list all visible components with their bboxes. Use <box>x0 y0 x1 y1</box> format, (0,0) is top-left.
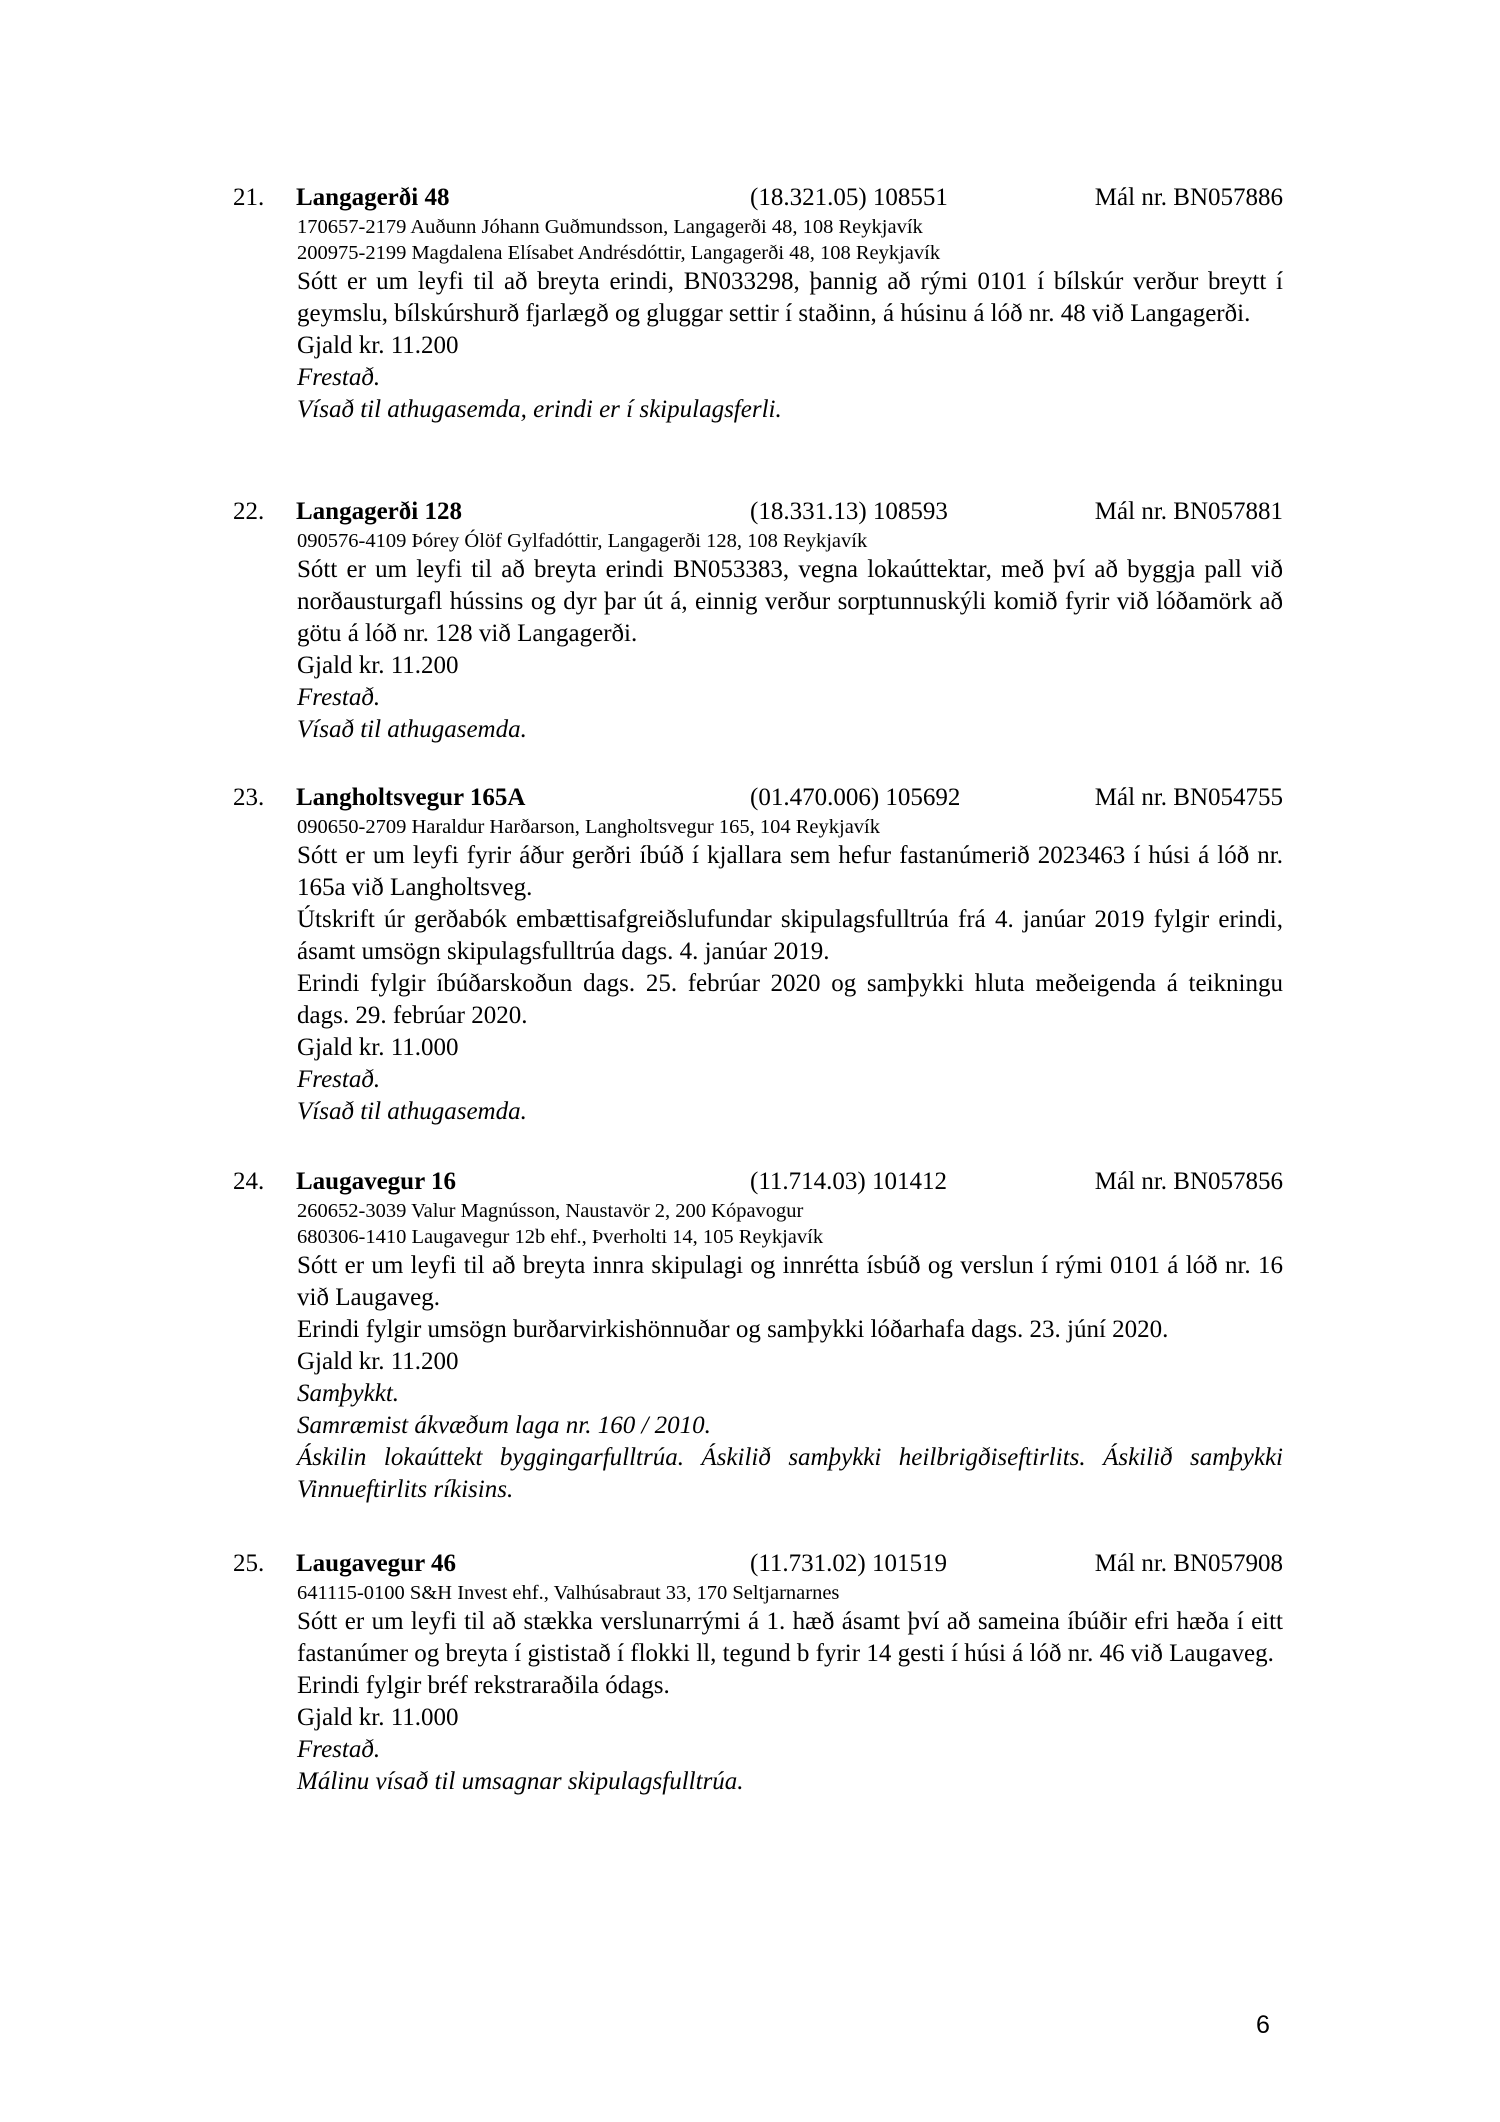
applicant-line: 200975-2199 Magdalena Elísabet Andrésdóttir, Langagerði 48, 108 Reykjavík <box>297 242 941 264</box>
description-paragraph: Sótt er um leyfi til að stækka verslunarrými á 1. hæð ásamt því að sameina íbúðir efri hæða í eitt fastanúmer og breyta í gististað í flokki ll, tegund b fyrir 14 gesti í húsi á lóð nr. 46 við Laugaveg. <box>297 1608 1283 1667</box>
entry-address: Laugavegur 16 <box>296 1168 456 1195</box>
entry-header <box>233 1166 1283 1198</box>
entry-number: 23. <box>233 784 265 811</box>
description-paragraph: Sótt er um leyfi til að breyta erindi, BN033298, þannig að rými 0101 í bílskúr verður breytt í geymslu, bílskúrshurð fjarlægð og gluggar settir í staðinn, á húsinu á lóð nr. 48 við Langagerði. <box>297 268 1283 327</box>
entry-number: 22. <box>233 498 265 525</box>
decision-line: Frestað. <box>297 1736 381 1763</box>
entry-header <box>233 182 1283 214</box>
entry-plot-id: (11.714.03) 101412 <box>750 1168 947 1195</box>
fee-line: Gjald kr. 11.200 <box>297 332 459 359</box>
entry-plot-id: (01.470.006) 105692 <box>750 784 961 811</box>
description-paragraph: Erindi fylgir bréf rekstraraðila ódags. <box>297 1672 670 1699</box>
case-entry <box>233 782 1283 1128</box>
decision-line: Samþykkt. <box>297 1380 400 1407</box>
description-paragraph: Sótt er um leyfi til að breyta erindi BN053383, vegna lokaúttektar, með því að byggja pall við norðausturgafl hússins og dyr þar út á, einnig verður sorptunnuskýli komið fyrir við lóðamörk að götu á lóð nr. 128 við Langagerði. <box>297 556 1283 647</box>
entry-header <box>233 1548 1283 1580</box>
case-entry <box>233 1548 1283 1798</box>
entry-body <box>297 214 1283 426</box>
note-line: Málinu vísað til umsagnar skipulagsfulltrúa. <box>297 1768 744 1795</box>
entry-case-number: Mál nr. BN057881 <box>1094 498 1283 525</box>
entry-body <box>297 1198 1283 1506</box>
entry-number: 24. <box>233 1168 265 1195</box>
applicant-line: 260652-3039 Valur Magnússon, Naustavör 2, 200 Kópavogur <box>297 1200 804 1222</box>
entry-case-number: Mál nr. BN057856 <box>1094 1168 1283 1195</box>
decision-line: Frestað. <box>297 684 381 711</box>
entry-plot-id: (18.321.05) 108551 <box>750 184 948 211</box>
applicant-line: 680306-1410 Laugavegur 12b ehf., Þverholti 14, 105 Reykjavík <box>297 1226 824 1248</box>
case-entry <box>233 1166 1283 1506</box>
entry-plot-id: (11.731.02) 101519 <box>750 1550 947 1577</box>
entry-case-number: Mál nr. BN054755 <box>1094 784 1283 811</box>
entry-case-number: Mál nr. BN057908 <box>1094 1550 1283 1577</box>
decision-line: Frestað. <box>297 364 381 391</box>
entry-body <box>297 814 1283 1128</box>
entry-body <box>297 528 1283 746</box>
entry-case-number: Mál nr. BN057886 <box>1094 184 1283 211</box>
entry-number: 25. <box>233 1550 265 1577</box>
fee-line: Gjald kr. 11.000 <box>297 1704 459 1731</box>
note-line: Áskilin lokaúttekt byggingarfulltrúa. Áskilið samþykki heilbrigðiseftirlits. Áskilið samþykki Vinnueftirlits ríkisins. <box>297 1444 1283 1503</box>
case-entry <box>233 182 1283 426</box>
fee-line: Gjald kr. 11.200 <box>297 1348 459 1375</box>
applicant-line: 641115-0100 S&H Invest ehf., Valhúsabraut 33, 170 Seltjarnarnes <box>297 1582 840 1604</box>
description-paragraph: Sótt er um leyfi til að breyta innra skipulagi og innrétta ísbúð og verslun í rými 0101 á lóð nr. 16 við Laugaveg. <box>297 1252 1283 1311</box>
applicant-line: 090650-2709 Haraldur Harðarson, Langholtsvegur 165, 104 Reykjavík <box>297 816 880 838</box>
entry-number: 21. <box>233 184 265 211</box>
decision-line: Frestað. <box>297 1066 381 1093</box>
entry-plot-id: (18.331.13) 108593 <box>750 498 948 525</box>
applicant-line: 170657-2179 Auðunn Jóhann Guðmundsson, Langagerði 48, 108 Reykjavík <box>297 216 923 238</box>
entry-header <box>233 782 1283 814</box>
note-line: Vísað til athugasemda, erindi er í skipulagsferli. <box>297 396 782 423</box>
note-line: Vísað til athugasemda. <box>297 716 527 743</box>
entry-body <box>297 1580 1283 1798</box>
entry-address: Laugavegur 46 <box>296 1550 456 1577</box>
entry-address: Langagerði 48 <box>296 184 450 211</box>
case-entry <box>233 496 1283 746</box>
description-paragraph: Útskrift úr gerðabók embættisafgreiðslufundar skipulagsfulltrúa frá 4. janúar 2019 fylgir erindi, ásamt umsögn skipulagsfulltrúa dags. 4. janúar 2019. <box>297 906 1283 965</box>
description-paragraph: Sótt er um leyfi fyrir áður gerðri íbúð í kjallara sem hefur fastanúmerið 2023463 í húsi á lóð nr. 165a við Langholtsveg. <box>297 842 1283 901</box>
applicant-line: 090576-4109 Þórey Ólöf Gylfadóttir, Langagerði 128, 108 Reykjavík <box>297 530 868 552</box>
entry-address: Langholtsvegur 165A <box>296 784 526 811</box>
entry-address: Langagerði 128 <box>296 498 462 525</box>
description-paragraph: Erindi fylgir umsögn burðarvirkishönnuðar og samþykki lóðarhafa dags. 23. júní 2020. <box>297 1316 1169 1343</box>
fee-line: Gjald kr. 11.200 <box>297 652 459 679</box>
note-line: Samræmist ákvæðum laga nr. 160 / 2010. <box>297 1412 711 1439</box>
page-number: 6 <box>1256 2011 1270 2039</box>
note-line: Vísað til athugasemda. <box>297 1098 527 1125</box>
entry-header <box>233 496 1283 528</box>
fee-line: Gjald kr. 11.000 <box>297 1034 459 1061</box>
description-paragraph: Erindi fylgir íbúðarskoðun dags. 25. febrúar 2020 og samþykki hluta meðeigenda á teikningu dags. 29. febrúar 2020. <box>297 970 1283 1029</box>
